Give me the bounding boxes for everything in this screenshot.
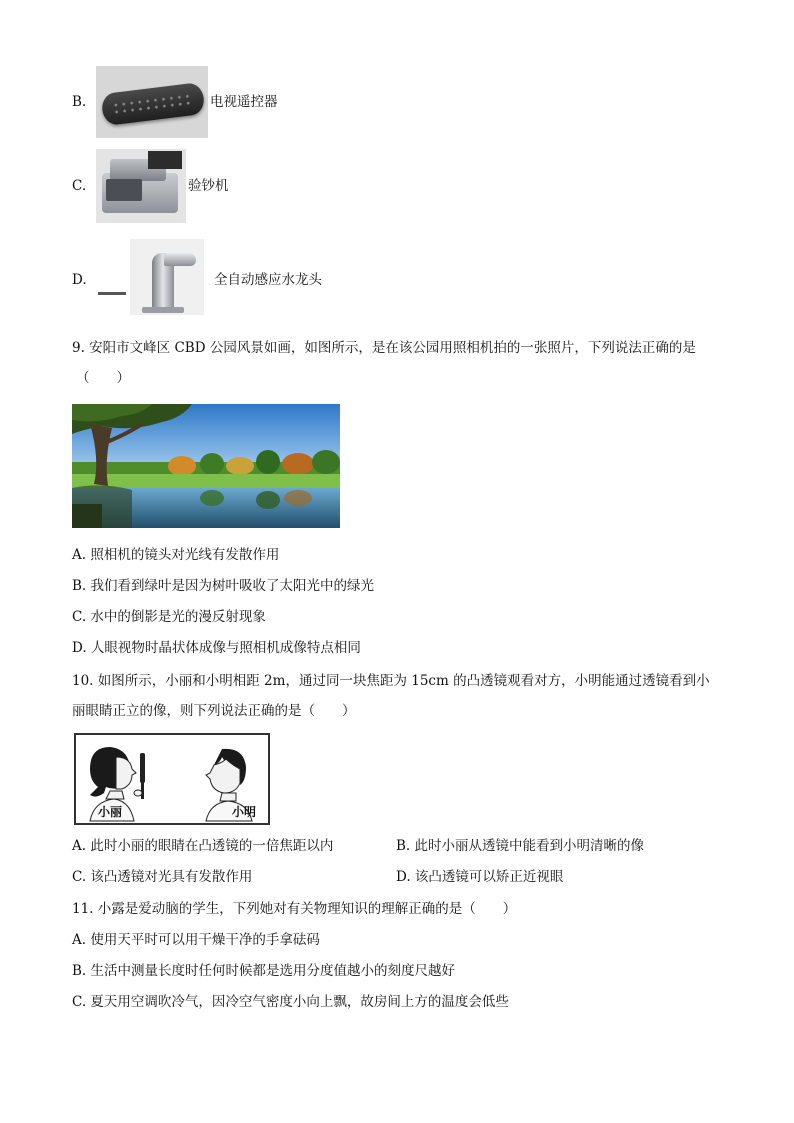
option-c: C. 水中的倒影是光的漫反射现象 (72, 609, 266, 625)
option-d: D. 该凸透镜可以矫正近视眼 (396, 869, 564, 885)
label-xiaoming: 小明 (232, 805, 257, 819)
question-stem: 10. 如图所示，小丽和小明相距 2m，通过同一块焦距为 15cm 的凸透镜观看对方，小明能通过透镜看到小 (72, 673, 710, 689)
option-letter: D. (72, 272, 87, 288)
option-letter: C. (72, 178, 87, 194)
lens-figure (74, 733, 270, 825)
answer-blank: （ ） (76, 370, 130, 386)
option-c: C. 夏天用空调吹冷气，因冷空气密度小向上飘，故房间上方的温度会低些 (72, 994, 509, 1010)
money-detector-photo (96, 149, 186, 223)
question-stem: 11. 小露是爱动脑的学生，下列她对有关物理知识的理解正确的是（ ） (72, 901, 517, 917)
auto-faucet-photo (130, 239, 204, 315)
option-d: D. 人眼视物时晶状体成像与照相机成像特点相同 (72, 640, 361, 656)
question-stem: 9. 安阳市文峰区 CBD 公园风景如画，如图所示，是在该公园用照相机拍的一张照片，下列说法正确的是 (72, 340, 696, 356)
option-b: B. 我们看到绿叶是因为树叶吸收了太阳光中的绿光 (72, 578, 375, 594)
option-c: C. 该凸透镜对光具有发散作用 (72, 869, 253, 885)
sensor-label-mark (98, 292, 126, 295)
option-b: B. 此时小丽从透镜中能看到小明清晰的像 (396, 838, 645, 854)
option-b: B. 生活中测量长度时任何时候都是选用分度值越小的刻度尺越好 (72, 963, 456, 979)
option-a: A. 此时小丽的眼睛在凸透镜的一倍焦距以内 (72, 838, 334, 854)
label-xiaoli: 小丽 (98, 805, 123, 819)
option-label: 全自动感应水龙头 (214, 272, 322, 288)
option-label: 电视遥控器 (210, 94, 278, 110)
option-a: A. 照相机的镜头对光线有发散作用 (72, 547, 280, 563)
question-stem-cont: 丽眼睛正立的像，则下列说法正确的是（ ） (72, 703, 356, 719)
park-photo-svg (72, 404, 340, 528)
option-a: A. 使用天平时可以用干燥干净的手拿砝码 (72, 932, 320, 948)
park-landscape-photo (72, 404, 340, 528)
option-label: 验钞机 (188, 178, 229, 194)
option-letter: B. (72, 94, 87, 110)
tv-remote-photo (96, 66, 208, 138)
